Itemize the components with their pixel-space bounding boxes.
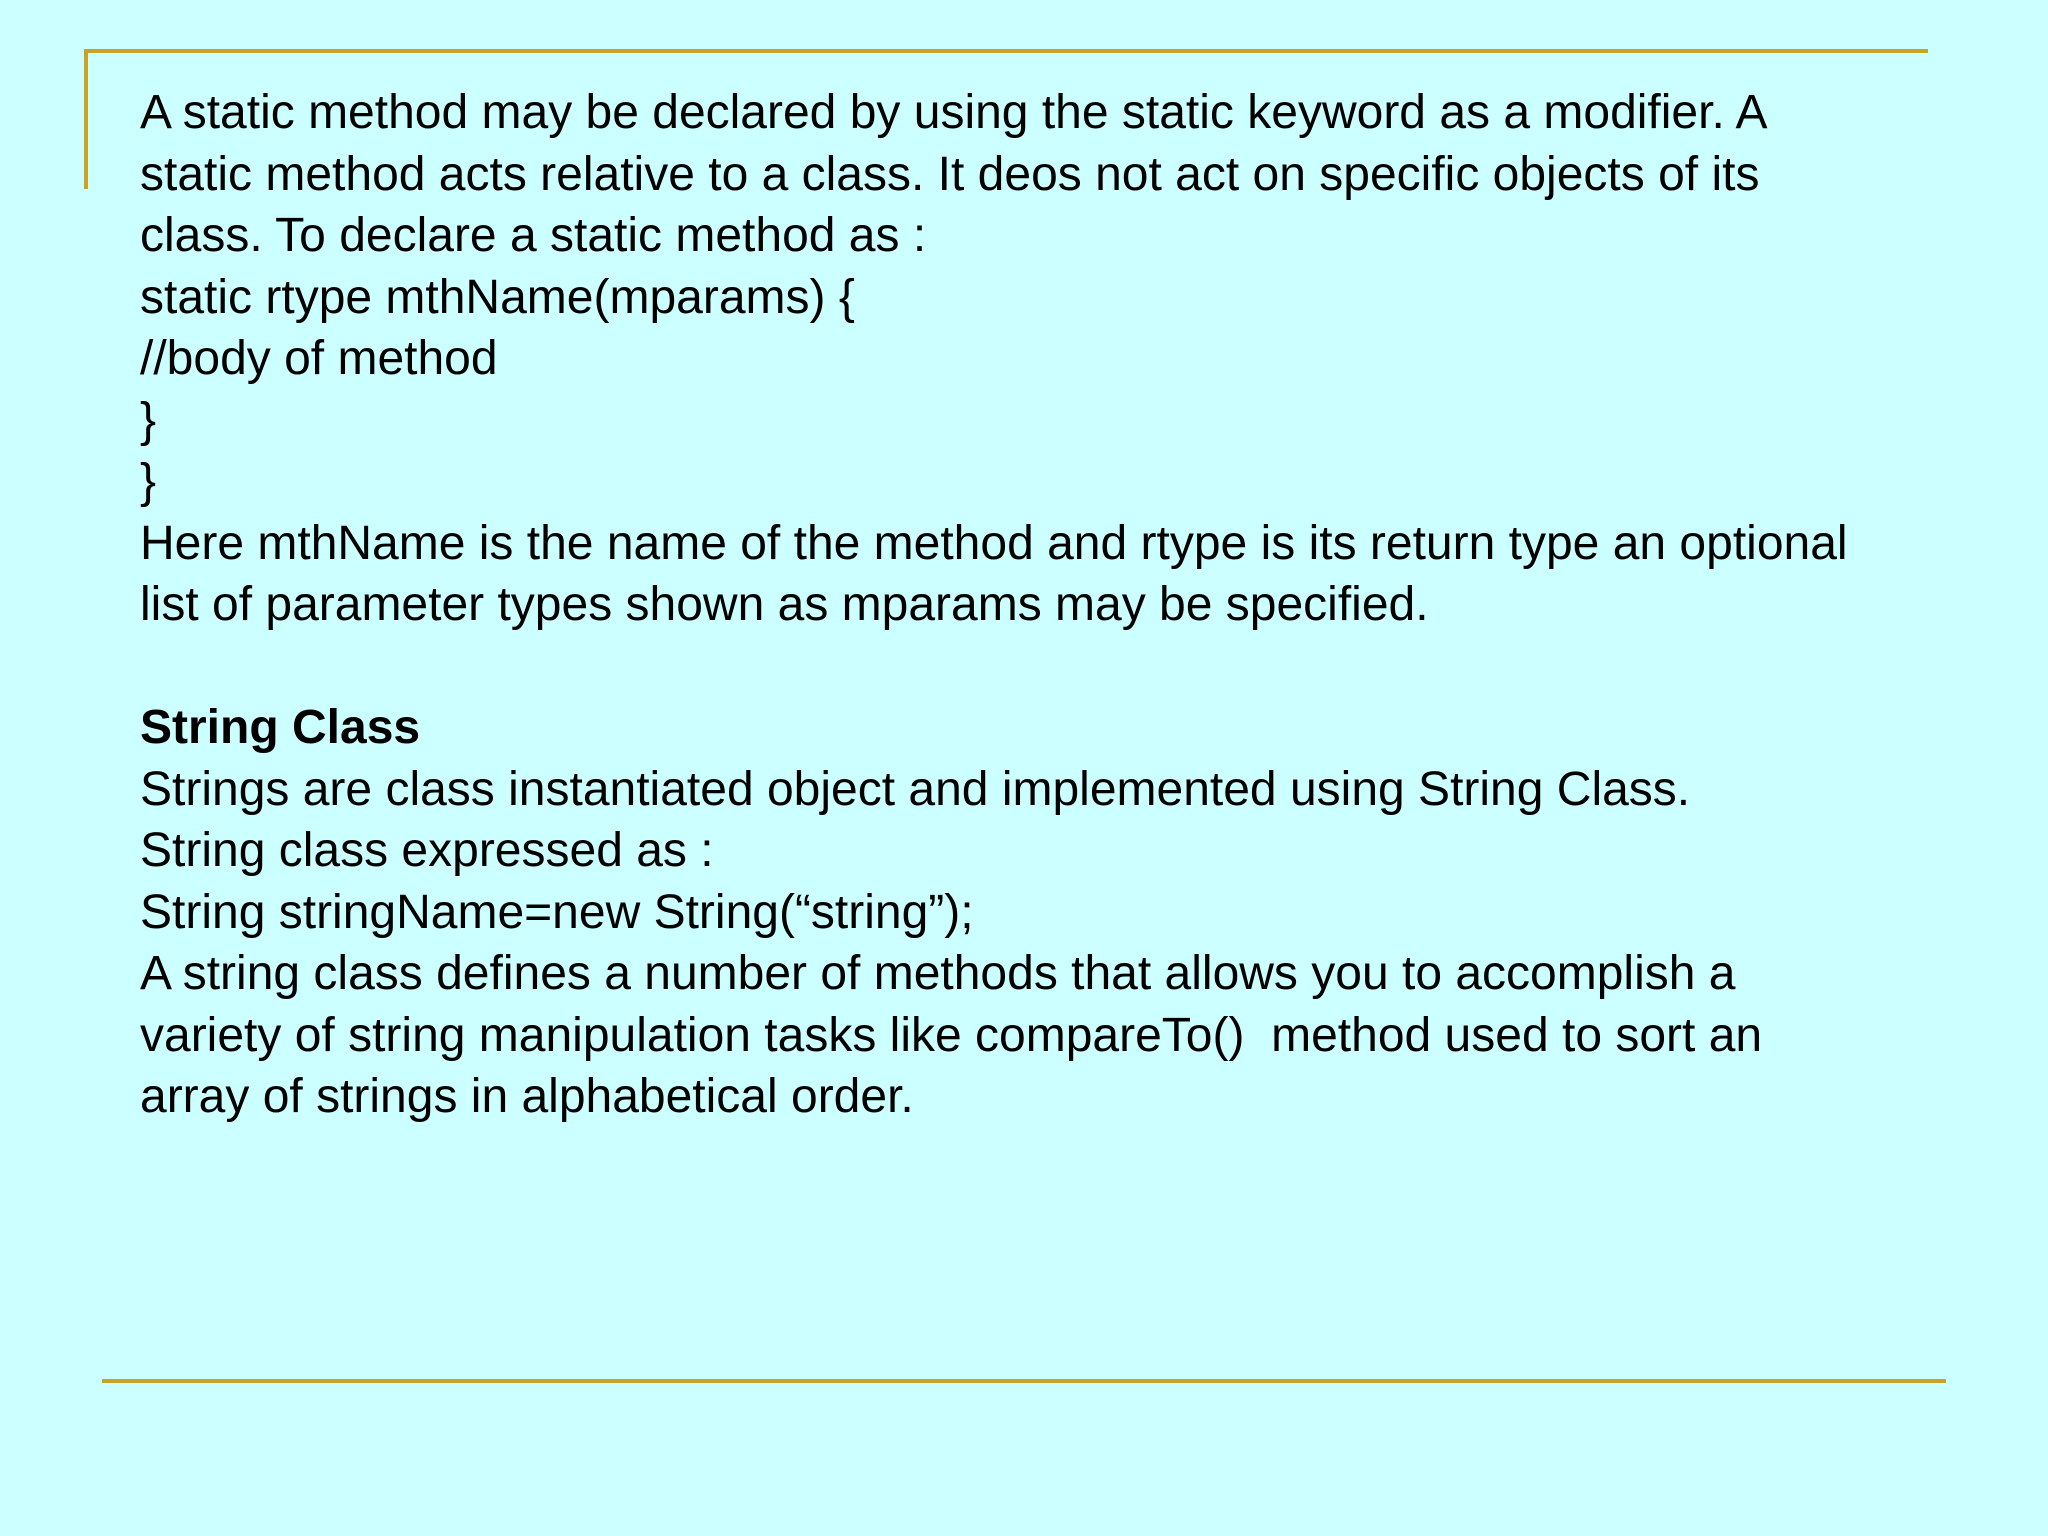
text-line: variety of string manipulation tasks like compareTo() method used to sort an	[140, 1008, 1763, 1062]
code-line: }	[140, 393, 157, 447]
section-heading: String Class	[140, 701, 421, 754]
text-line: A string class defines a number of methods that allows you to accomplish a	[140, 947, 1736, 1000]
text-line: String class expressed as :	[140, 824, 714, 877]
top-border-rule	[84, 49, 1928, 53]
text-line: array of strings in alphabetical order.	[140, 1070, 914, 1123]
text-line: Strings are class instantiated object and implemented using String Class.	[140, 762, 1691, 816]
code-line: //body of method	[140, 332, 498, 385]
text-line: static method acts relative to a class. It deos not act on specific objects of its	[140, 147, 1760, 201]
text-line: list of parameter types shown as mparams may be specified.	[140, 578, 1429, 631]
bottom-border-rule	[102, 1379, 1946, 1383]
text-line: A static method may be declared by using the static keyword as a modifier. A	[140, 86, 1768, 139]
code-line: String stringName=new String(“string”);	[140, 885, 974, 939]
code-line: }	[140, 455, 157, 508]
slide-content	[140, 82, 2020, 1128]
text-line: Here mthName is the name of the method and rtype is its return type an optional	[140, 516, 1848, 570]
left-border-rule	[84, 49, 88, 189]
text-line: class. To declare a static method as :	[140, 209, 927, 262]
code-line: static rtype mthName(mparams) {	[140, 270, 855, 324]
blank-line	[140, 636, 2020, 698]
